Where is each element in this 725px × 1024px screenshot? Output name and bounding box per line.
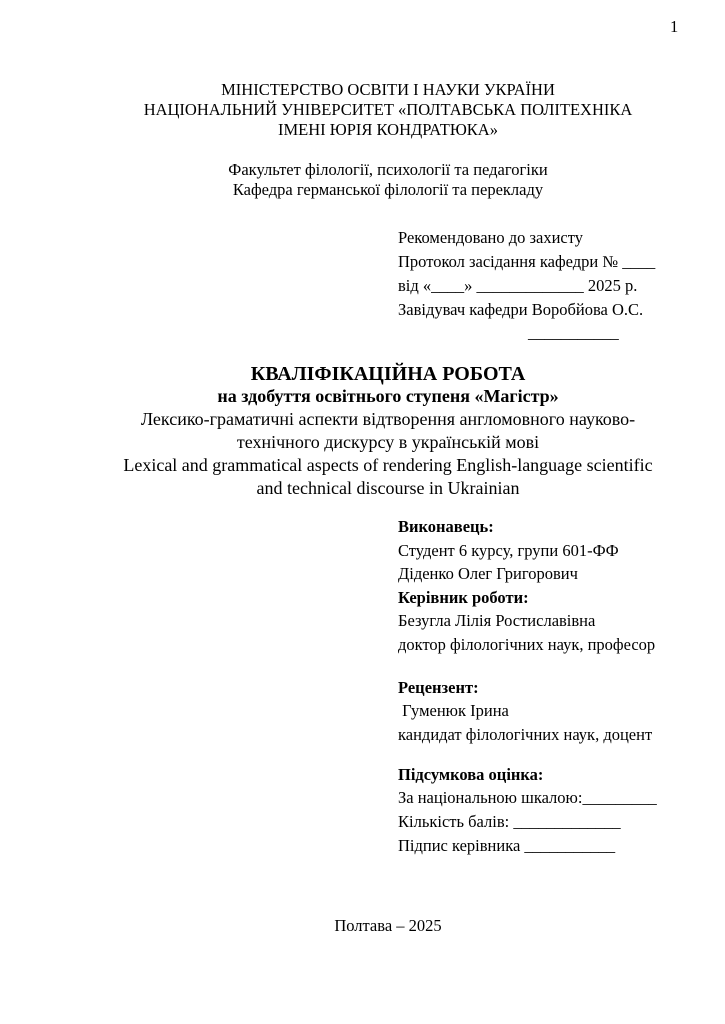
grade-signature: Підпис керівника ___________ — [398, 836, 616, 855]
author-name: Діденко Олег Григорович — [398, 564, 578, 583]
topic-en-1: Lexical and grammatical aspects of rendering English-language scientific — [123, 455, 653, 475]
page-number: 1 — [670, 17, 679, 36]
author-label: Виконавець: — [398, 517, 494, 536]
supervisor-degree: доктор філологічних наук, професор — [398, 635, 656, 654]
grade-label: Підсумкова оцінка: — [398, 765, 544, 784]
footer-city-year: Полтава – 2025 — [334, 916, 442, 935]
supervisor-label: Керівник роботи: — [398, 588, 529, 607]
author-group: Студент 6 курсу, групи 601-ФФ — [398, 541, 619, 560]
topic-en-2: and technical discourse in Ukrainian — [256, 478, 520, 498]
department: Кафедра германської філології та перекладу — [232, 180, 544, 199]
approval-date: від «____» _____________ 2025 р. — [398, 276, 638, 295]
grade-points: Кількість балів: _____________ — [398, 812, 621, 831]
faculty: Факультет філології, психології та педагогіки — [228, 160, 548, 179]
document-title: КВАЛІФІКАЦІЙНА РОБОТА — [250, 363, 526, 385]
approval-recommended: Рекомендовано до захисту — [398, 228, 583, 247]
degree-line: на здобуття освітнього ступеня «Магістр» — [217, 386, 559, 406]
reviewer-name: Гуменюк Ірина — [398, 701, 509, 720]
approval-protocol: Протокол засідання кафедри № ____ — [398, 252, 656, 271]
reviewer-label: Рецензент: — [398, 678, 479, 697]
approval-signature-line: ___________ — [528, 323, 619, 342]
approval-head: Завідувач кафедри Воробйова О.С. — [398, 300, 644, 319]
topic-uk-2: технічного дискурсу в українській мові — [236, 432, 540, 452]
university-line2: ІМЕНІ ЮРІЯ КОНДРАТЮКА» — [278, 120, 498, 139]
reviewer-degree: кандидат філологічних наук, доцент — [398, 725, 653, 744]
topic-uk-1: Лексико-граматичні аспекти відтворення англомовного науково- — [140, 409, 636, 429]
ministry: МІНІСТЕРСТВО ОСВІТИ І НАУКИ УКРАЇНИ — [221, 80, 555, 99]
supervisor-name: Безугла Лілія Ростиславівна — [398, 611, 596, 630]
university-line1: НАЦІОНАЛЬНИЙ УНІВЕРСИТЕТ «ПОЛТАВСЬКА ПОЛІТЕХНІКА — [143, 100, 633, 119]
grade-national: За національною шкалою:_________ — [398, 788, 657, 807]
